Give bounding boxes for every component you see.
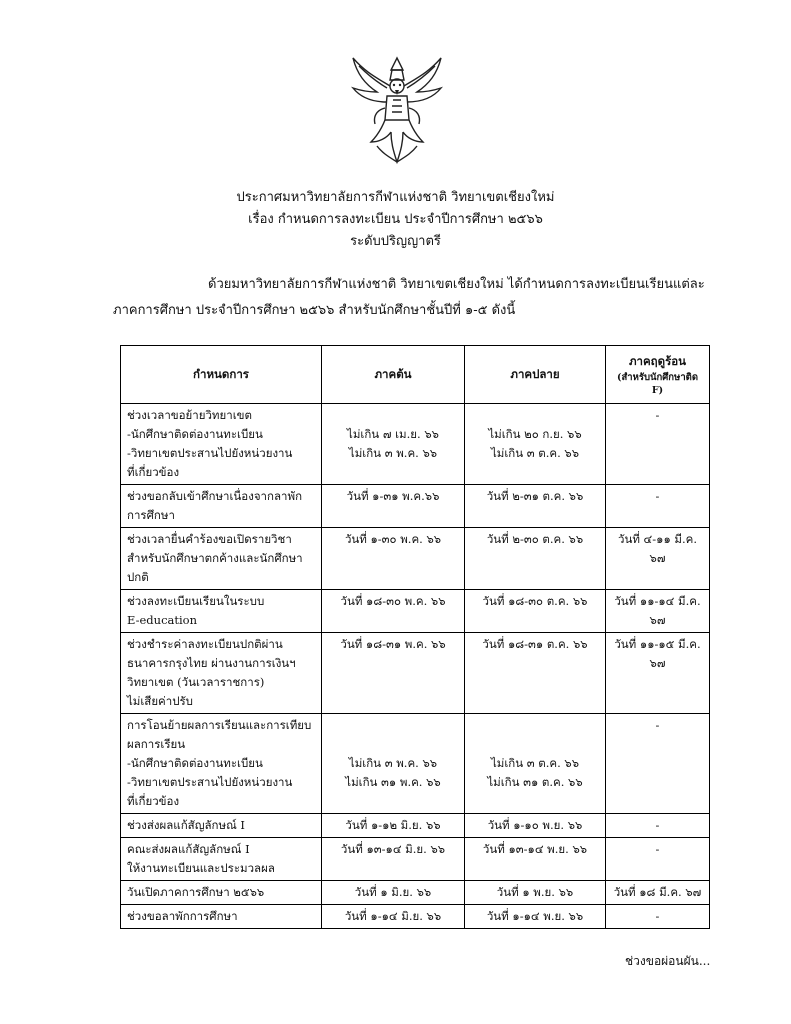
row-summer-semester-cell bbox=[606, 905, 710, 929]
cell-line: - bbox=[655, 909, 660, 923]
cell-line: -นักศึกษาติดต่องานทะเบียน bbox=[127, 756, 263, 770]
row-summer-semester-cell bbox=[606, 814, 710, 838]
cell-line: วันที่ ๑๓-๑๔ มิ.ย. ๖๖ bbox=[340, 842, 446, 856]
row-first-semester-cell bbox=[322, 528, 465, 590]
cell-line: วันที่ ๑๑-๑๔ มี.ค. ๖๗ bbox=[614, 594, 701, 627]
header-summer-note: (สำหรับนักศึกษาติด F) bbox=[617, 372, 698, 396]
registration-schedule-table bbox=[120, 345, 710, 929]
garuda-emblem-icon bbox=[347, 50, 447, 170]
cell-line: วันที่ ๑๘-๓๑ พ.ค. ๖๖ bbox=[340, 637, 446, 651]
cell-line: ไม่เกิน ๓ ต.ค. ๖๖ bbox=[490, 446, 580, 460]
row-second-semester-cell bbox=[465, 814, 606, 838]
row-second-semester-cell bbox=[465, 714, 606, 814]
table-row bbox=[121, 404, 710, 485]
row-second-semester-cell bbox=[465, 528, 606, 590]
header-second-semester: ภาคปลาย bbox=[465, 346, 606, 404]
cell-line: ไม่เกิน ๗ เม.ย. ๖๖ bbox=[347, 427, 439, 441]
cell-line: ผลการเรียน bbox=[127, 737, 186, 751]
cell-line: ไม่เกิน ๓ พ.ค. ๖๖ bbox=[348, 446, 438, 460]
cell-line: ให้งานทะเบียนและประมวลผล bbox=[127, 861, 275, 875]
cell-line: ช่วงเวลาขอย้ายวิทยาเขต bbox=[127, 408, 252, 422]
table-row bbox=[121, 590, 710, 633]
cell-line: ไม่เสียค่าปรับ bbox=[127, 694, 193, 708]
row-second-semester-cell bbox=[465, 590, 606, 633]
cell-line: วันที่ ๔-๑๑ มี.ค. ๖๗ bbox=[618, 532, 697, 565]
cell-line: สำหรับนักศึกษาตกค้างและนักศึกษา bbox=[127, 551, 303, 565]
cell-line: วันที่ ๑๘-๓๐ พ.ค. ๖๖ bbox=[340, 594, 446, 608]
cell-line: วันที่ ๑๑-๑๕ มี.ค. ๖๗ bbox=[614, 637, 701, 670]
row-first-semester-cell bbox=[322, 714, 465, 814]
row-second-semester-cell bbox=[465, 905, 606, 929]
table-row bbox=[121, 485, 710, 528]
row-item-cell bbox=[121, 485, 322, 528]
row-summer-semester-cell bbox=[606, 404, 710, 485]
row-item-cell bbox=[121, 814, 322, 838]
row-item-cell bbox=[121, 590, 322, 633]
row-first-semester-cell bbox=[322, 838, 465, 881]
cell-line: ช่วงขอกลับเข้าศึกษาเนื่องจากลาพัก bbox=[127, 489, 303, 503]
cell-line: วันที่ ๑-๑๐ พ.ย. ๖๖ bbox=[487, 818, 583, 832]
row-second-semester-cell bbox=[465, 838, 606, 881]
row-item-cell bbox=[121, 714, 322, 814]
table-row bbox=[121, 838, 710, 881]
cell-line: วันที่ ๑๘ มี.ค. ๖๗ bbox=[613, 885, 702, 899]
cell-line: วันที่ ๑-๑๒ มิ.ย. ๖๖ bbox=[345, 818, 441, 832]
table-header-row bbox=[121, 346, 710, 404]
table-row bbox=[121, 905, 710, 929]
cell-line: วันที่ ๑๘-๓๑ ต.ค. ๖๖ bbox=[482, 637, 588, 651]
row-summer-semester-cell bbox=[606, 528, 710, 590]
cell-line: วันที่ ๒-๓๑ ต.ค. ๖๖ bbox=[486, 489, 584, 503]
table-row bbox=[121, 633, 710, 714]
cell-line: -วิทยาเขตประสานไปยังหน่วยงาน bbox=[127, 775, 293, 789]
header-item: กำหนดการ bbox=[121, 346, 322, 404]
cell-line: ที่เกี่ยวข้อง bbox=[127, 794, 180, 808]
cell-line: ช่วงลงทะเบียนเรียนในระบบ bbox=[127, 594, 265, 608]
cell-line: ที่เกี่ยวข้อง bbox=[127, 465, 180, 479]
cell-line: การศึกษา bbox=[127, 508, 175, 522]
row-summer-semester-cell bbox=[606, 590, 710, 633]
table-row bbox=[121, 881, 710, 905]
row-item-cell bbox=[121, 404, 322, 485]
header-summer-semester bbox=[606, 346, 710, 404]
announcement-subject: เรื่อง กำหนดการลงทะเบียน ประจำปีการศึกษา ๒๕๖๖ bbox=[248, 212, 543, 227]
cell-line: ไม่เกิน ๓๑ ต.ค. ๖๖ bbox=[487, 775, 583, 789]
cell-line: - bbox=[655, 489, 660, 503]
intro-paragraph: ด้วยมหาวิทยาลัยการกีฬาแห่งชาติ วิทยาเขตเชียงใหม่ ได้กำหนดการลงทะเบียนเรียนแต่ละภาคการศึกษา ประจำปีการศึกษา ๒๕๖๖ สำหรับนักศึกษาชั้นปีที่ ๑-๕ ดังนี้ bbox=[113, 277, 705, 318]
row-summer-semester-cell bbox=[606, 714, 710, 814]
row-second-semester-cell bbox=[465, 881, 606, 905]
cell-line: E-education bbox=[127, 613, 197, 627]
cell-line: ช่วงชำระค่าลงทะเบียนปกติผ่าน bbox=[127, 637, 283, 651]
cell-line: -วิทยาเขตประสานไปยังหน่วยงาน bbox=[127, 446, 293, 460]
row-first-semester-cell bbox=[322, 905, 465, 929]
header-first-semester: ภาคต้น bbox=[322, 346, 465, 404]
cell-line: -นักศึกษาติดต่องานทะเบียน bbox=[127, 427, 263, 441]
cell-line: ไม่เกิน ๓ พ.ค. ๖๖ bbox=[348, 756, 438, 770]
row-summer-semester-cell bbox=[606, 633, 710, 714]
cell-line: วันที่ ๑ พ.ย. ๖๖ bbox=[496, 885, 574, 899]
cell-line: - bbox=[655, 408, 660, 422]
cell-line: การโอนย้ายผลการเรียนและการเทียบ bbox=[127, 718, 312, 732]
cell-line: วันที่ ๑ มิ.ย. ๖๖ bbox=[354, 885, 432, 899]
cell-line: - bbox=[655, 842, 660, 856]
continued-note: ช่วงขอผ่อนผัน... bbox=[625, 954, 711, 968]
cell-line: วันที่ ๑๓-๑๔ พ.ย. ๖๖ bbox=[482, 842, 588, 856]
announcement-title: ประกาศมหาวิทยาลัยการกีฬาแห่งชาติ วิทยาเขตเชียงใหม่ bbox=[236, 190, 555, 205]
cell-line: วันเปิดภาคการศึกษา ๒๕๖๖ bbox=[127, 885, 265, 899]
row-item-cell bbox=[121, 838, 322, 881]
cell-line: ธนาคารกรุงไทย ผ่านงานการเงินฯ bbox=[127, 656, 296, 670]
row-item-cell bbox=[121, 881, 322, 905]
cell-line: ไม่เกิน ๓ ต.ค. ๖๖ bbox=[490, 756, 580, 770]
row-second-semester-cell bbox=[465, 633, 606, 714]
row-item-cell bbox=[121, 633, 322, 714]
row-item-cell bbox=[121, 528, 322, 590]
row-summer-semester-cell bbox=[606, 485, 710, 528]
row-second-semester-cell bbox=[465, 404, 606, 485]
row-first-semester-cell bbox=[322, 485, 465, 528]
row-first-semester-cell bbox=[322, 633, 465, 714]
cell-line: ช่วงส่งผลแก้สัญลักษณ์ I bbox=[127, 818, 245, 832]
cell-line: - bbox=[655, 718, 660, 732]
cell-line: วันที่ ๒-๓๐ ต.ค. ๖๖ bbox=[486, 532, 584, 546]
cell-line: - bbox=[655, 818, 660, 832]
table-row bbox=[121, 714, 710, 814]
table-row bbox=[121, 814, 710, 838]
row-item-cell bbox=[121, 905, 322, 929]
row-summer-semester-cell bbox=[606, 838, 710, 881]
table-row bbox=[121, 528, 710, 590]
cell-line: คณะส่งผลแก้สัญลักษณ์ I bbox=[127, 842, 250, 856]
row-first-semester-cell bbox=[322, 881, 465, 905]
cell-line: ช่วงเวลายื่นคำร้องขอเปิดรายวิชา bbox=[127, 532, 292, 546]
row-second-semester-cell bbox=[465, 485, 606, 528]
header-summer-label: ภาคฤดูร้อน bbox=[628, 354, 687, 368]
cell-line: วันที่ ๑-๓๑ พ.ค.๖๖ bbox=[346, 489, 440, 503]
row-first-semester-cell bbox=[322, 590, 465, 633]
row-first-semester-cell bbox=[322, 404, 465, 485]
cell-line: วันที่ ๑-๓๐ พ.ค. ๖๖ bbox=[344, 532, 442, 546]
cell-line: วันที่ ๑-๑๔ มิ.ย. ๖๖ bbox=[344, 909, 442, 923]
cell-line: ไม่เกิน ๓๑ พ.ค. ๖๖ bbox=[345, 775, 441, 789]
row-summer-semester-cell bbox=[606, 881, 710, 905]
cell-line: ไม่เกิน ๒๐ ก.ย. ๖๖ bbox=[488, 427, 582, 441]
cell-line: วันที่ ๑๘-๓๐ ต.ค. ๖๖ bbox=[482, 594, 588, 608]
cell-line: วิทยาเขต (วันเวลาราชการ) bbox=[127, 675, 265, 689]
cell-line: ปกติ bbox=[127, 570, 149, 584]
announcement-level: ระดับปริญญาตรี bbox=[350, 234, 441, 249]
row-first-semester-cell bbox=[322, 814, 465, 838]
cell-line: ช่วงขอลาพักการศึกษา bbox=[127, 909, 238, 923]
cell-line: วันที่ ๑-๑๔ พ.ย. ๖๖ bbox=[486, 909, 584, 923]
